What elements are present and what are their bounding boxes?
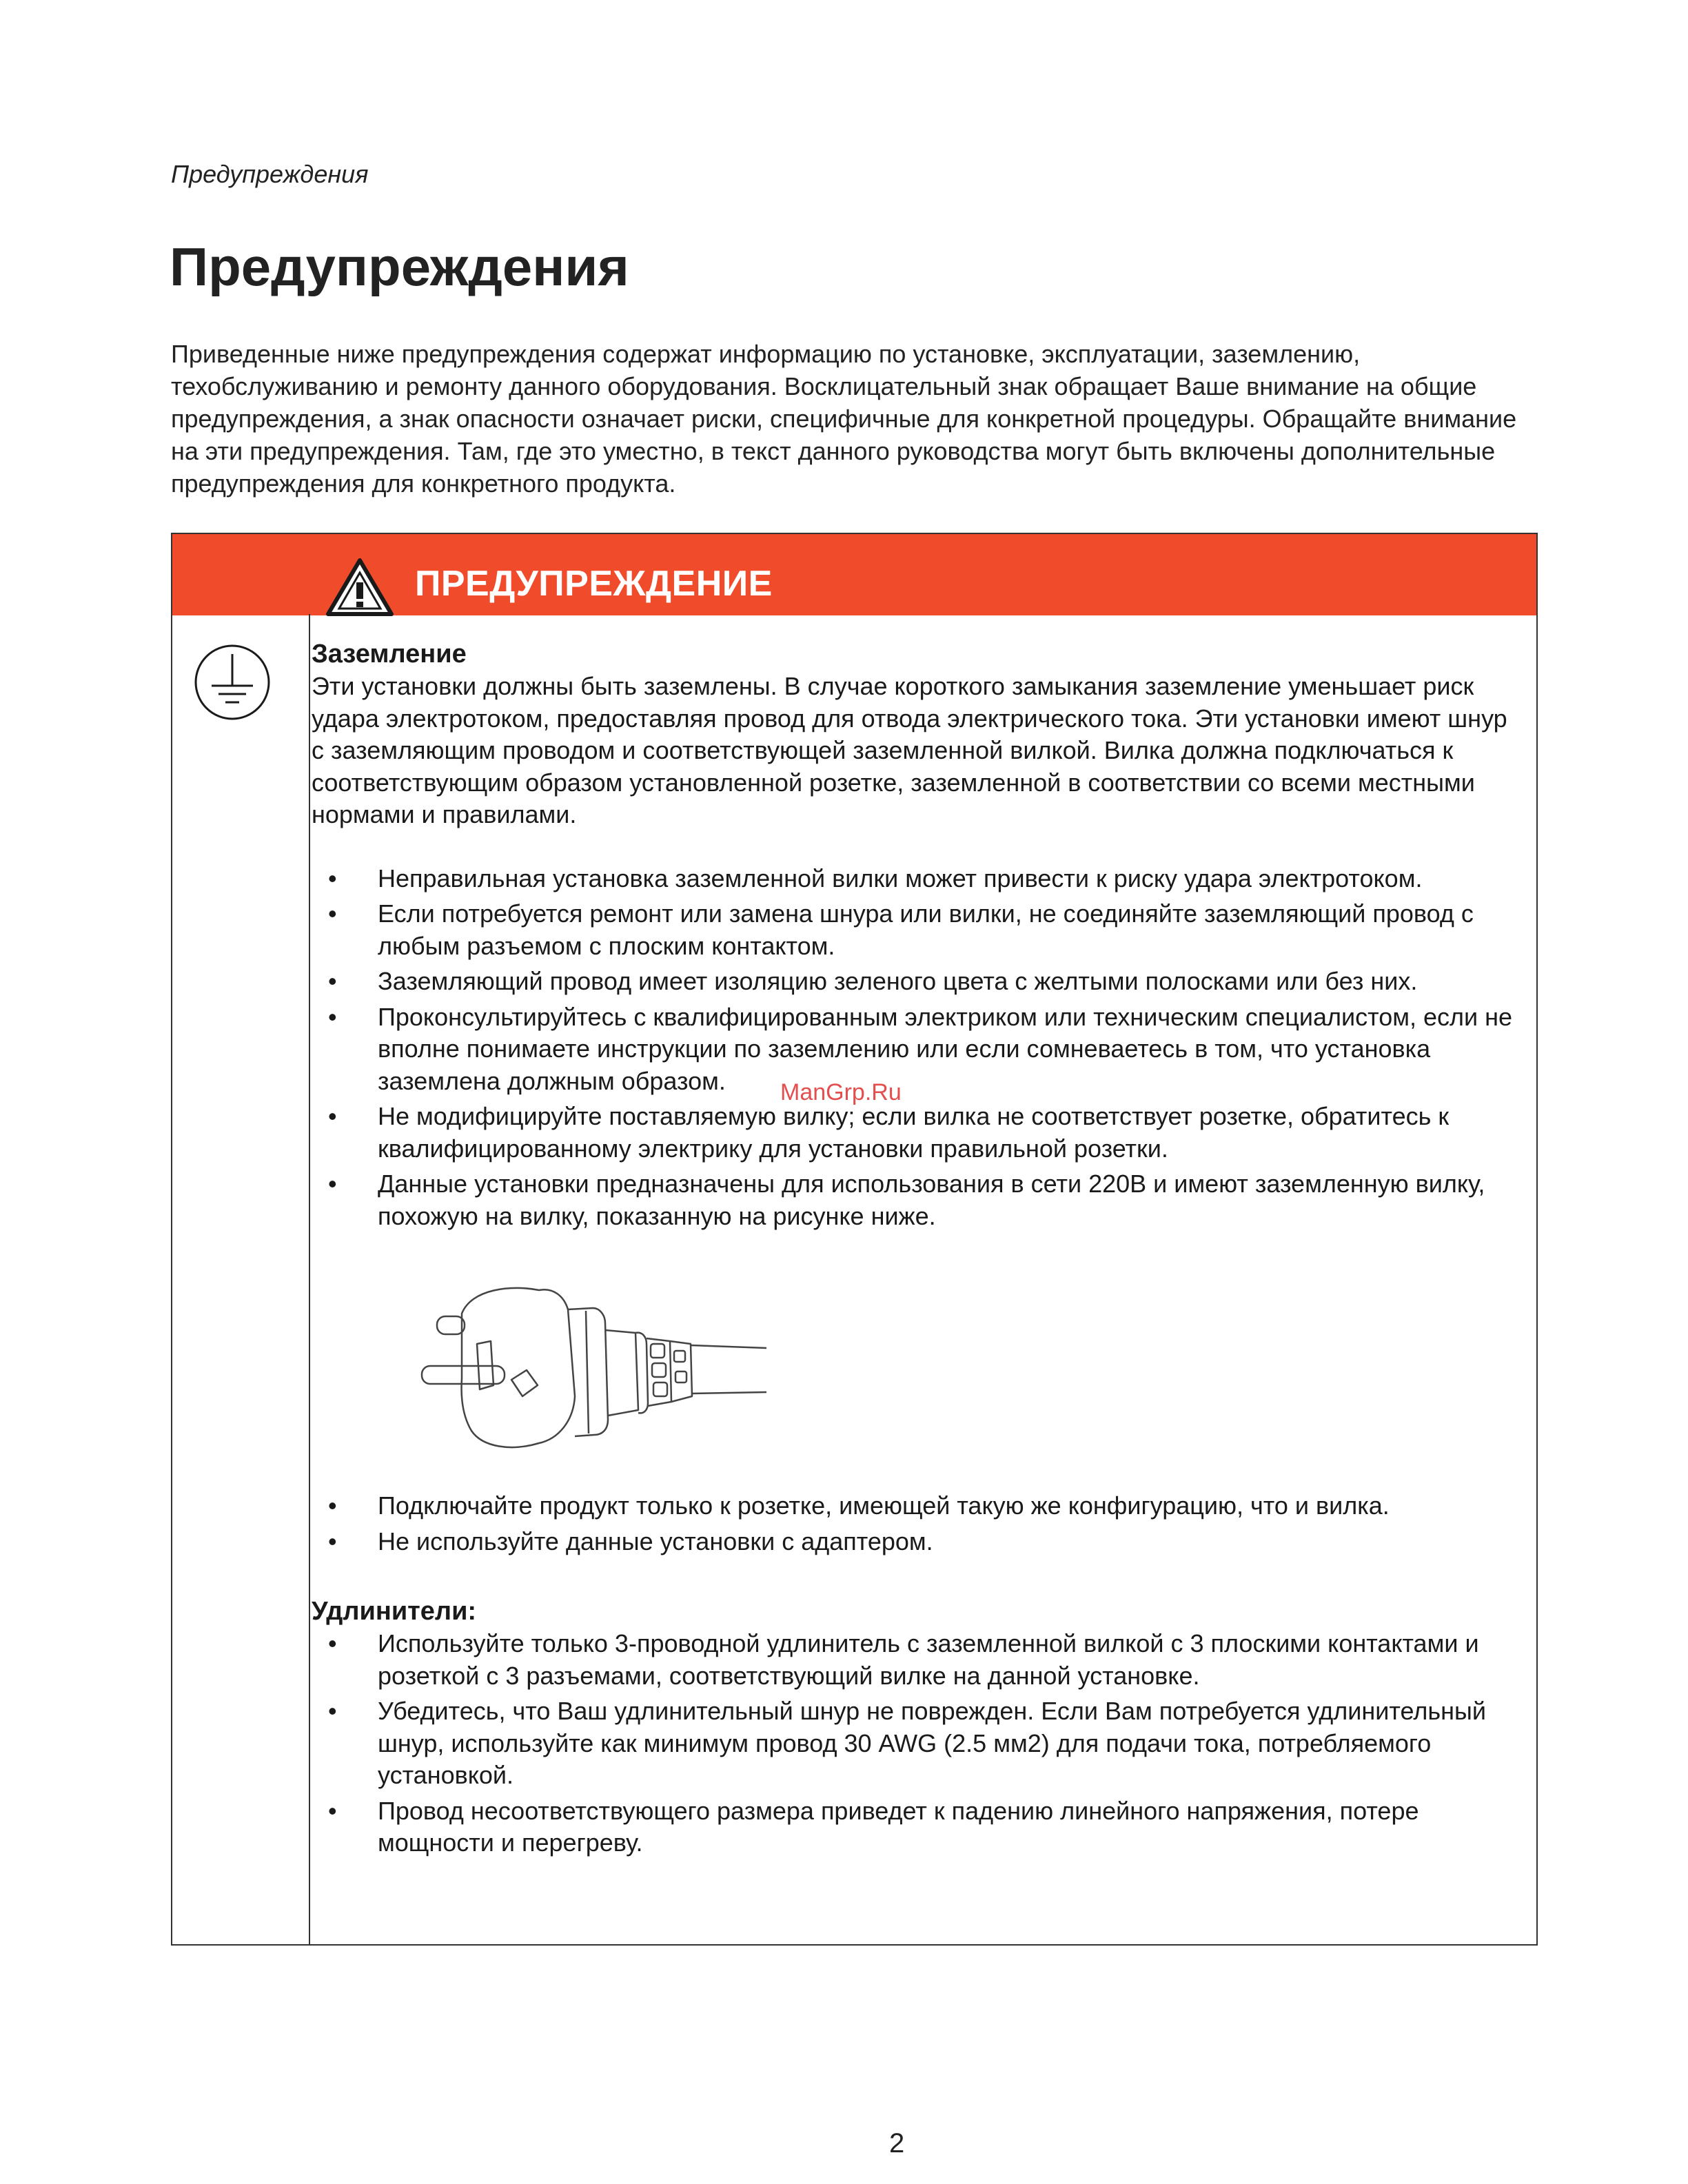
plug-rules-bullet-list: [312, 1490, 1525, 1558]
list-item: • Не используйте данные установки с адаптером.: [312, 1526, 1525, 1558]
page-title: Предупреждения: [170, 236, 629, 297]
grounding-bullet-list: [312, 863, 1525, 1233]
list-item: • Убедитесь, что Ваш удлинительный шнур не поврежден. Если Вам потребуется удлинительный шнур, используйте как минимум провод 30 AWG (2.5 мм2) для подачи тока, потребляемого установкой.: [312, 1695, 1525, 1792]
warning-banner-label: ПРЕДУПРЕЖДЕНИЕ: [415, 564, 773, 604]
warning-content: [312, 637, 1525, 1863]
warning-box: [171, 533, 1538, 1946]
grounding-title: Заземление: [312, 640, 467, 669]
ground-symbol-icon: [193, 643, 272, 722]
list-item: • Заземляющий провод имеет изоляцию зеленого цвета с желтыми полосками или без них.: [312, 966, 1525, 998]
list-item: • Провод несоответствующего размера приведет к падению линейного напряжения, потере мощности и перегреву.: [312, 1795, 1525, 1859]
extension-bullet-list: [312, 1628, 1525, 1859]
watermark: ManGrp.Ru: [780, 1079, 902, 1105]
column-divider: [309, 614, 310, 1944]
running-header: Предупреждения: [171, 160, 369, 188]
page-number: 2: [889, 2128, 905, 2159]
list-item: • Неправильная установка заземленной вилки может привести к риску удара электротоком.: [312, 863, 1525, 895]
list-item: • Если потребуется ремонт или замена шнура или вилки, не соединяйте заземляющий провод с любым разъемом с плоским контактом.: [312, 898, 1525, 962]
warning-banner: [172, 534, 1536, 615]
extension-cords-title: Удлинители:: [312, 1597, 477, 1626]
grounded-plug-icon: [408, 1275, 773, 1475]
list-item: • Подключайте продукт только к розетке, имеющей такую же конфигурацию, что и вилка.: [312, 1490, 1525, 1522]
list-item: • Не модифицируйте поставляемую вилку; если вилка не соответствует розетке, обратитесь к квалифицированному электрику для установки правильной розетки.: [312, 1101, 1525, 1165]
grounding-text: Эти установки должны быть заземлены. В случае короткого замыкания заземление уменьшает риск удара электротоком, предоставляя провод для отвода электрического тока. Эти установки имеют шнур с заземляющим проводом и соответствующей заземленной вилкой. Вилка должна подключаться к соответствующим образом установленной розетке, заземленной в соответствии со всеми местными нормами и правилами.: [312, 672, 1507, 828]
list-item: • Проконсультируйтесь с квалифицированным электриком или техническим специалистом, если не вполне понимаете инструкции по заземлению или если сомневаетесь в том, что установка заземлена должным образом.: [312, 1001, 1525, 1098]
intro-paragraph: Приведенные ниже предупреждения содержат информацию по установке, эксплуатации, заземлению, техобслуживанию и ремонту данного оборудования. Восклицательный знак обращает Ваше внимание на общие предупреждения, а знак опасности означает риски, специфичные для конкретной процедуры. Обращайте внимание на эти предупреждения. Там, где это уместно, в текст данного руководства могут быть включены дополнительные предупреждения для конкретного продукта.: [171, 340, 1517, 498]
warning-triangle-icon: [325, 558, 394, 617]
list-item: • Данные установки предназначены для использования в сети 220В и имеют заземленную вилку, похожую на вилку, показанную на рисунке ниже.: [312, 1168, 1525, 1232]
list-item: • Используйте только 3-проводной удлинитель с заземленной вилкой с 3 плоскими контактами и розеткой с 3 разъемами, соответствующий вилке на данной установке.: [312, 1628, 1525, 1692]
